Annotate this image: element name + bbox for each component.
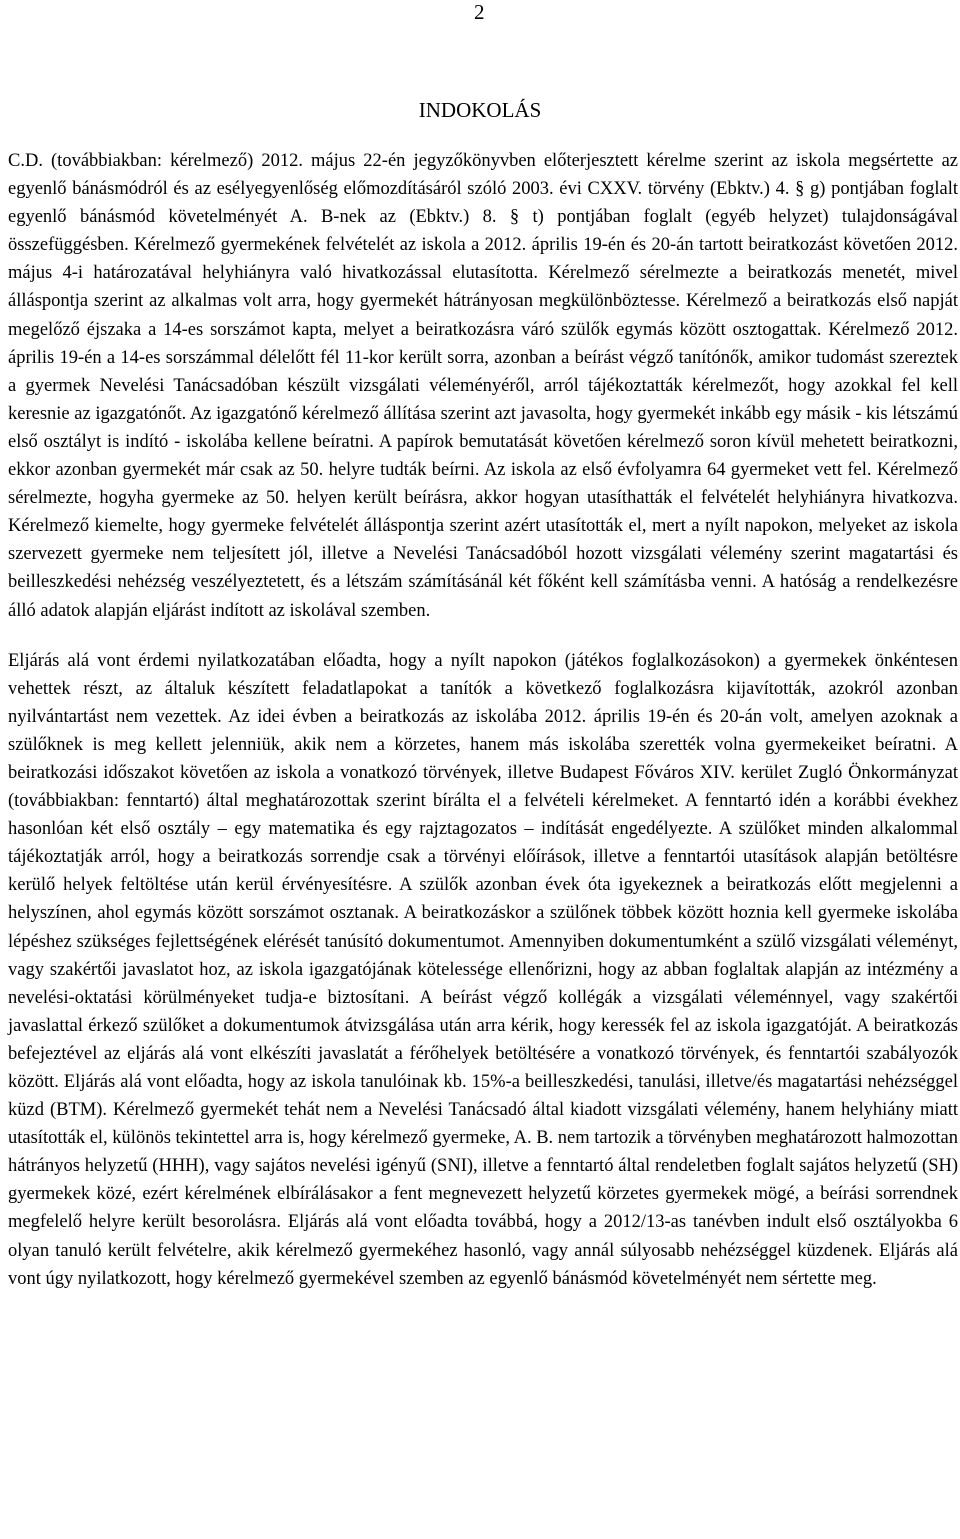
document-body	[8, 147, 958, 1293]
paragraph: Eljárás alá vont érdemi nyilatkozatában előadta, hogy a nyílt napokon (játékos foglalkozásokon) a gyermekek önkéntesen vehettek részt, az általuk készített feladatlapokat a tanítók a következő foglalkozásra kijavították, azokról azonban nyilvántartást nem vezettek. Az idei évben a beiratkozás az iskolába 2012. április 19-én és 20-án volt, amelyen azoknak a szülőknek is meg kellett jelenniük, akik nem a körzetes, hanem más iskolába szerették volna gyermekeiket beíratni. A beiratkozási időszakot követően az iskola a vonatkozó törvények, illetve Budapest Főváros XIV. kerület Zugló Önkormányzat (továbbiakban: fenntartó) által meghatározottak szerint bírálta el a felvételi kérelmeket. A fenntartó idén a korábbi évekhez hasonlóan két első osztály – egy matematika és egy rajztagozatos – indítását engedélyezte. A szülőket minden alkalommal tájékoztatják arról, hogy a beiratkozás sorrendje csak a törvényi előírások, illetve a fenntartói utasítások alapján betöltésre kerülő helyek feltöltése után kerül érvényesítésre. A szülők azonban évek óta igyekeznek a beiratkozás előtt megjelenni a helyszínen, ahol egymás között sorszámot osztanak. A beiratkozáskor a szülőnek többek között hoznia kell gyermeke iskolába lépéshez szükséges fejlettségének elérését tanúsító dokumentumot. Amennyiben dokumentumként a szülő vizsgálati véleményt, vagy szakértői javaslatot hoz, az iskola igazgatójának kötelessége ellenőrizni, hogy az abban foglaltak alapján az intézmény a nevelési-oktatási körülményeket tudja-e biztosítani. A beírást végző kollégák a vizsgálati véleménnyel, vagy szakértői javaslattal érkező szülőket a dokumentumok átvizsgálása után arra kérik, hogy keressék fel az iskola igazgatóját. A beiratkozás befejeztével az eljárás alá vont elkészíti javaslatát a férőhelyek betöltésére a vonatkozó törvények, és fenntartói szabályozók között. Eljárás alá vont előadta, hogy az iskola tanulóinak kb. 15%-a beilleszkedési, tanulási, illetve/és magatartási nehézséggel küzd (BTM). Kérelmező gyermekét tehát nem a Nevelési Tanácsadó által kiadott vizsgálati vélemény, hanem helyhiány miatt utasították el, különös tekintettel arra is, hogy kérelmező gyermeke, A. B. nem tartozik a törvényben meghatározott halmozottan hátrányos helyzetű (HHH), vagy sajátos nevelési igényű (SNI), illetve a fenntartó által rendeletben foglalt sajátos helyzetű (SH) gyermekek közé, ezért kérelmének elbírálásakor a fent megnevezett helyzetű körzetes gyermekek mögé, a beírási sorrendnek megfelelő helyre került besorolásra. Eljárás alá vont előadta továbbá, hogy a 2012/13-as tanévben indult első osztályokba 6 olyan tanuló került felvételre, akik kérelmező gyermekéhez hasonló, vagy annál súlyosabb nehézséggel küzdenek. Eljárás alá vont úgy nyilatkozott, hogy kérelmező gyermekével szemben az egyenlő bánásmód követelményét nem sértette meg.	[8, 650, 958, 1289]
paragraph: C.D. (továbbiakban: kérelmező) 2012. május 22-én jegyzőkönyvben előterjesztett kérelme szerint az iskola megsértette az egyenlő bánásmódról és az esélyegyenlőség előmozdításáról szóló 2003. évi CXXV. törvény (Ebktv.) 4. § g) pontjában foglalt egyenlő bánásmód követelményét A. B-nek az (Ebktv.) 8. § t) pontjában foglalt (egyéb helyzet) tulajdonságával összefüggésben. Kérelmező gyermekének felvételét az iskola a 2012. április 19-én és 20-án tartott beiratkozást követően 2012. május 4-i határozatával helyhiányra való hivatkozással elutasította. Kérelmező sérelmezte a beiratkozás menetét, mivel álláspontja szerint az alkalmas volt arra, hogy gyermekét hátrányosan megkülönböztesse. Kérelmező a beiratkozás első napját megelőző éjszaka a 14-es sorszámot kapta, melyet a beiratkozásra váró szülők egymás között osztogattak. Kérelmező 2012. április 19-én a 14-es sorszámmal délelőtt fél 11-kor került sorra, azonban a beírást végző tanítónők, amikor tudomást szereztek a gyermek Nevelési Tanácsadóban készült vizsgálati véleményéről, arról tájékoztatták kérelmezőt, hogy azokkal fel kell keresnie az igazgatónőt. Az igazgatónő kérelmező állítása szerint azt javasolta, hogy gyermekét inkább egy másik - kis létszámú első osztályt is indító - iskolába kellene beíratni. A papírok bemutatását követően kérelmező soron kívül mehetett beiratkozni, ekkor azonban gyermekét már csak az 50. helyre tudták beírni. Az iskola az első évfolyamra 64 gyermeket vett fel. Kérelmező sérelmezte, hogyha gyermeke az 50. helyen került beírásra, akkor hogyan utasíthatták el felvételét helyhiányra hivatkozva. Kérelmező kiemelte, hogy gyermeke felvételét álláspontja szerint azért utasították el, mert a nyílt napokon, melyeket az iskola szervezett gyermeke nem teljesített jól, illetve a Nevelési Tanácsadóból hozott vizsgálati vélemény szerint magatartási és beilleszkedési nehézség veszélyeztetett, és a létszám számításánál két főként kell számításba venni. A hatóság a rendelkezésre álló adatok alapján eljárást indított az iskolával szemben.	[8, 151, 958, 621]
page-title: INDOKOLÁS	[418, 98, 542, 122]
page-number: 2	[474, 0, 485, 24]
